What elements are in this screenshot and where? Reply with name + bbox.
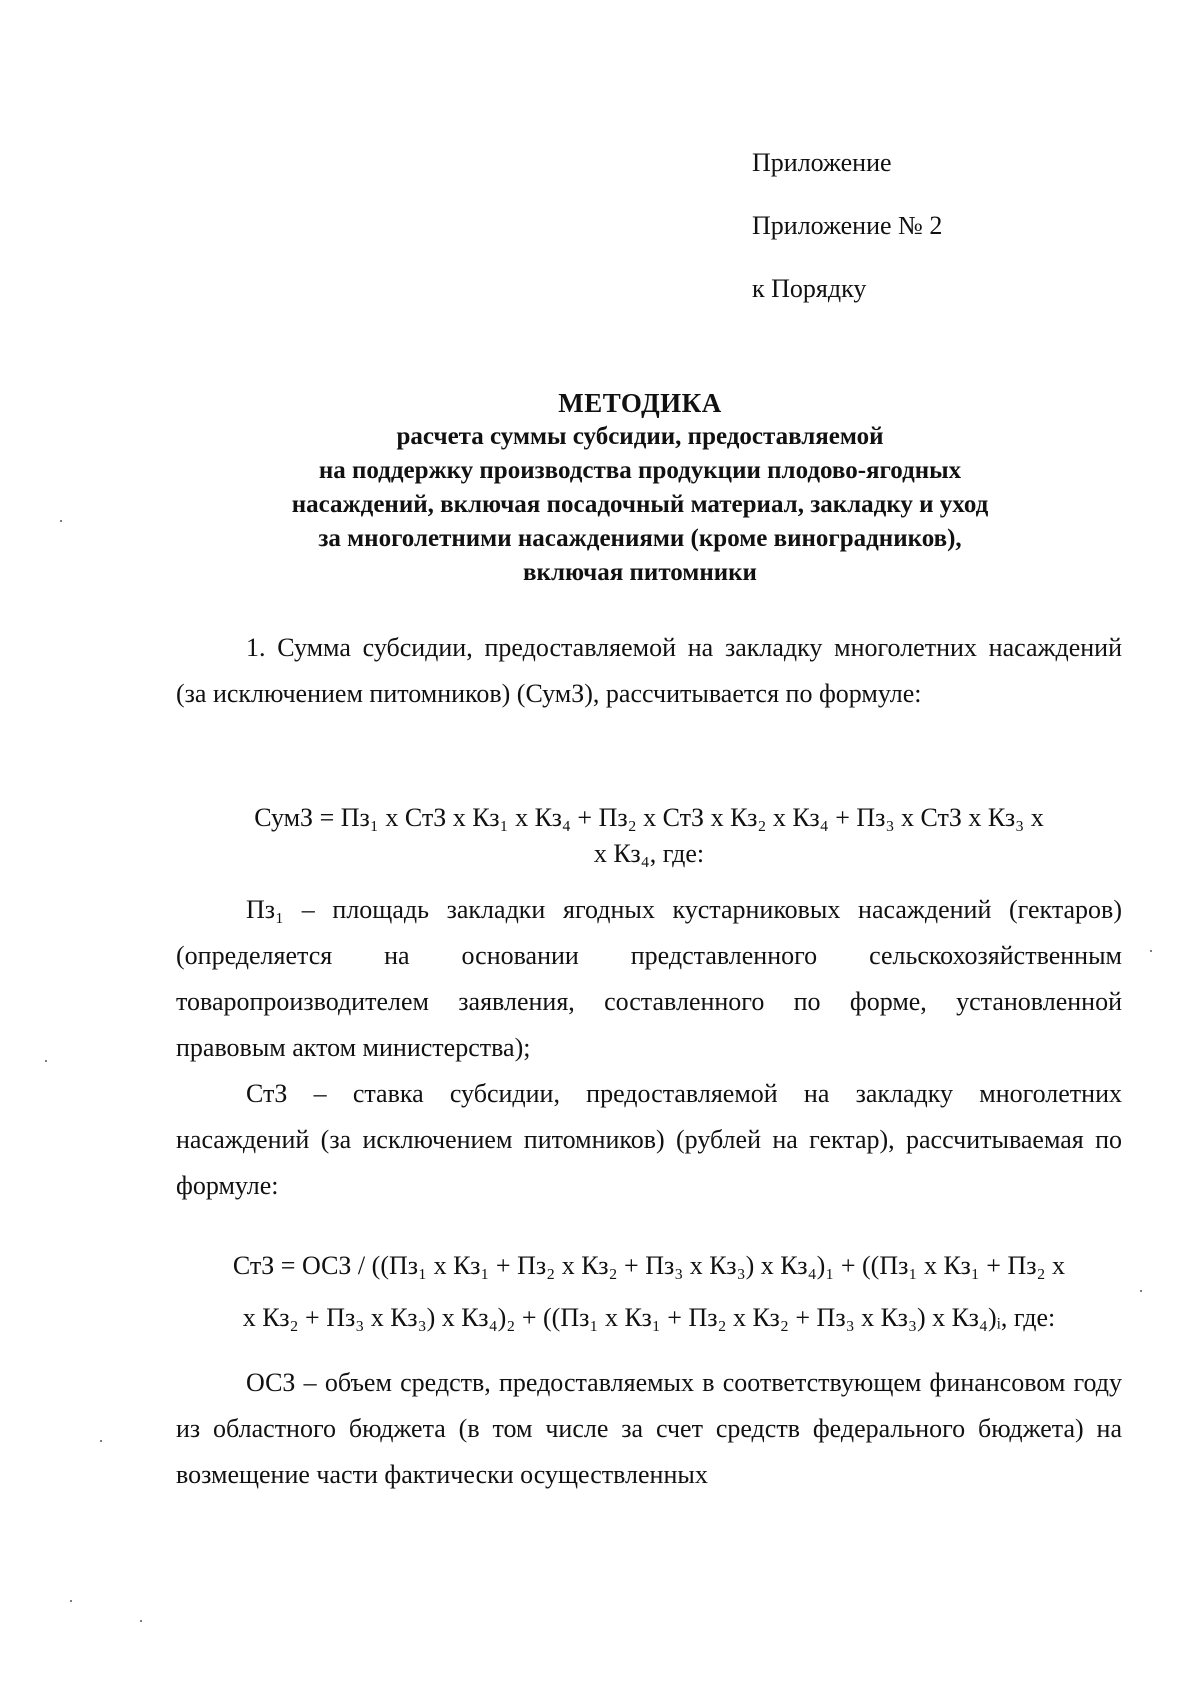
scan-speck [45, 1060, 47, 1062]
appendix-header [752, 150, 942, 339]
scan-speck [70, 1600, 72, 1602]
scan-speck [1140, 1290, 1142, 1292]
formula-stz [176, 1240, 1122, 1344]
title-line: за многолетними насаждениями (кроме виноградников), [318, 525, 962, 552]
paragraph-4: ОСЗ – объем средств, предоставляемых в соответствующем финансовом году из областного бюджета (в том числе за счет средств федерального бюджета) на возмещение части фактически осуществленных [176, 1368, 1122, 1489]
appendix-line-3: к Порядку [752, 274, 867, 303]
formula-line: СтЗ = ОСЗ / ((Пз₁ х Кз₁ + Пз₂ х Кз₂ + Пз₃ х Кз₃) х Кз₄)₁ + ((Пз₁ х Кз₁ + Пз₂ х [232, 1251, 1066, 1280]
title-line: расчета суммы субсидии, предоставляемой [396, 423, 884, 450]
paragraph-1: 1. Сумма субсидии, предоставляемой на закладку многолетних насаждений (за исключением питомников) (СумЗ), рассчитывается по формуле: [176, 633, 1122, 708]
formula-line: СумЗ = Пз₁ х СтЗ х Кз₁ х Кз₄ + Пз₂ х СтЗ х Кз₂ х Кз₄ + Пз₃ х СтЗ х Кз₃ х [254, 803, 1044, 832]
scan-speck [140, 1620, 142, 1622]
title-line: насаждений, включая посадочный материал, закладку и уход [291, 491, 989, 518]
appendix-line-2: Приложение № 2 [752, 211, 943, 240]
title-line: на поддержку производства продукции плодово-ягодных [318, 457, 962, 484]
paragraph-2: Пз₁ – площадь закладки ягодных кустарниковых насаждений (гектаров) (определяется на основании представленного сельскохозяйственным товаропроизводителем заявления, составленного по форме, установленной правовым актом министерства); [176, 895, 1122, 1062]
appendix-line-1: Приложение [752, 148, 892, 177]
formula-line: х Кз₂ + Пз₃ х Кз₃) х Кз₄)₂ + ((Пз₁ х Кз₁ + Пз₂ х Кз₂ + Пз₃ х Кз₃) х Кз₄)ᵢ, где: [242, 1303, 1056, 1332]
scan-speck [60, 520, 62, 522]
title-line: включая питомники [523, 559, 757, 586]
document-title [160, 386, 1120, 590]
title-main: МЕТОДИКА [558, 388, 722, 418]
paragraph-3: СтЗ – ставка субсидии, предоставляемой на закладку многолетних насаждений (за исключением питомников) (рублей на гектар), рассчитываемая по формуле: [176, 1079, 1122, 1200]
scan-speck [100, 1440, 102, 1442]
formula-sumz [176, 800, 1122, 872]
formula-line: х Кз₄, где: [593, 839, 705, 868]
scan-speck [1150, 950, 1152, 952]
